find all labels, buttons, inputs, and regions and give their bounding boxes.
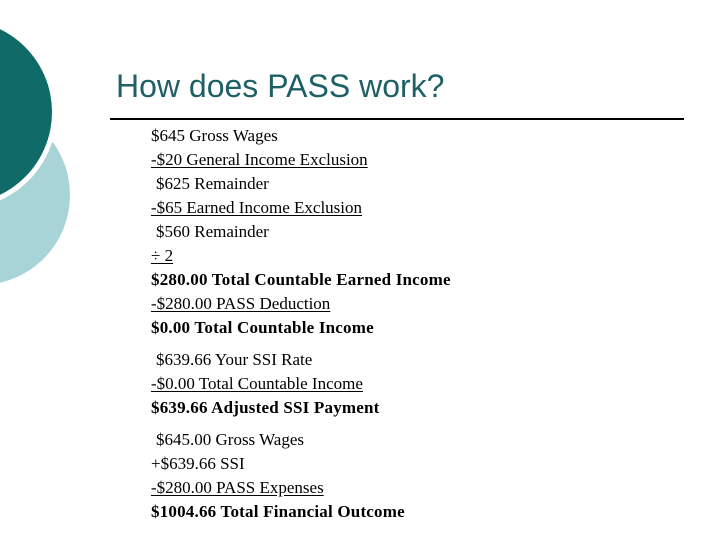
- remainder-line-1: $625 Remainder: [156, 174, 269, 193]
- total-countable-earned-income-line: $280.00 Total Countable Earned Income: [151, 270, 451, 289]
- total-countable-income-line: $0.00 Total Countable Income: [151, 318, 374, 337]
- general-income-exclusion-line: -$20 General Income Exclusion: [151, 150, 368, 169]
- calculation-block: [151, 124, 451, 524]
- pass-expenses-line: -$280.00 PASS Expenses: [151, 478, 324, 497]
- title-underline-divider: [110, 118, 684, 120]
- minus-countable-income-line: -$0.00 Total Countable Income: [151, 374, 363, 393]
- slide-title: How does PASS work?: [116, 68, 445, 104]
- pass-deduction-line: -$280.00 PASS Deduction: [151, 294, 331, 313]
- adjusted-ssi-payment-line: $639.66 Adjusted SSI Payment: [151, 398, 380, 417]
- ssi-plus-line: +$639.66 SSI: [151, 454, 245, 473]
- remainder-line-2: $560 Remainder: [156, 222, 269, 241]
- divide-by-two-line: ÷ 2: [151, 246, 174, 265]
- earned-income-exclusion-line: -$65 Earned Income Exclusion: [151, 198, 363, 217]
- ssi-rate-line: $639.66 Your SSI Rate: [156, 350, 313, 369]
- gross-wages-line: $645 Gross Wages: [151, 126, 278, 145]
- total-financial-outcome-line: $1004.66 Total Financial Outcome: [151, 502, 405, 521]
- gross-wages-total-line: $645.00 Gross Wages: [156, 430, 305, 449]
